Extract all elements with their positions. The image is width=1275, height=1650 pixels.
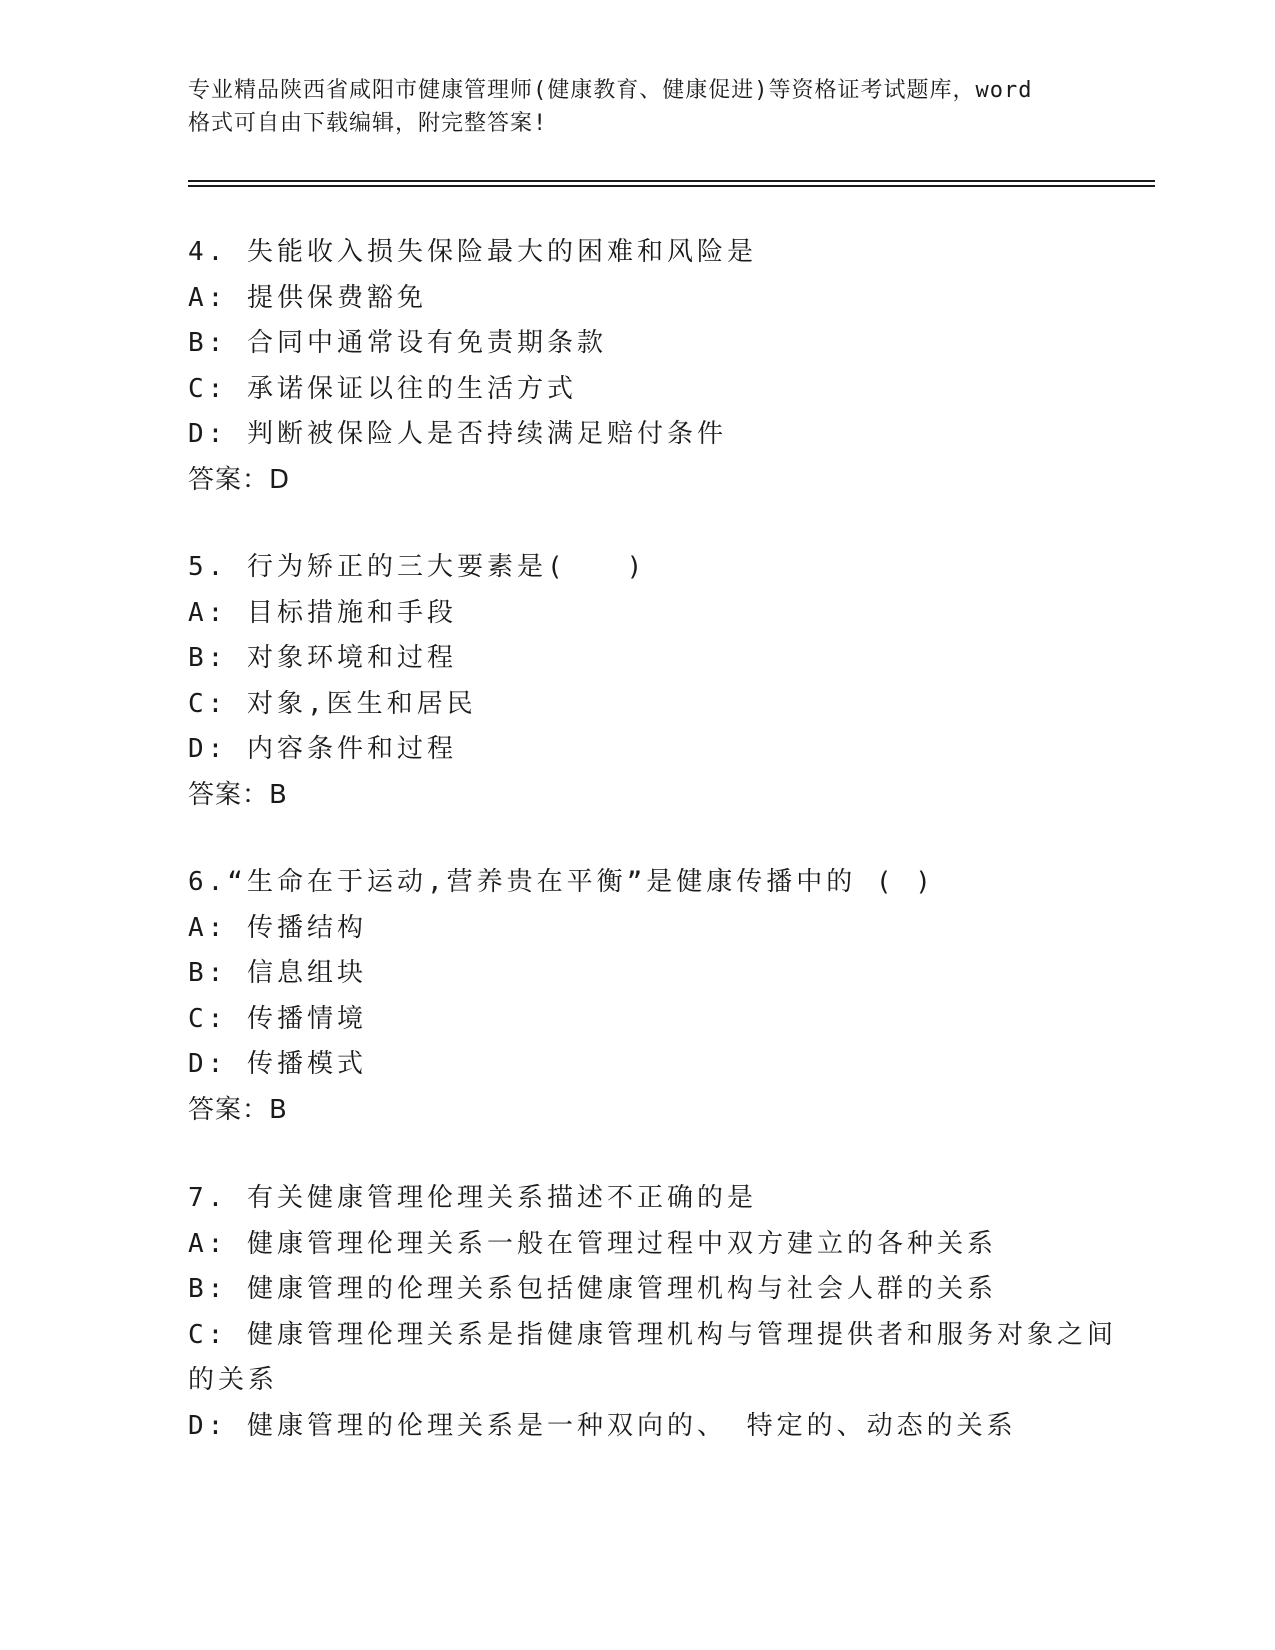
question-stem: 5. 行为矫正的三大要素是( ) — [188, 552, 647, 582]
document-header — [188, 74, 1088, 140]
answer-line: 答案：B — [188, 1094, 288, 1125]
option-a: A: 提供保费豁免 — [188, 282, 427, 313]
question-7 — [188, 1176, 1117, 1449]
option-c-continuation: 的关系 — [188, 1365, 279, 1395]
option-a: A: 健康管理伦理关系一般在管理过程中双方建立的各种关系 — [188, 1228, 997, 1259]
option-b: B: 健康管理的伦理关系包括健康管理机构与社会人群的关系 — [188, 1274, 997, 1304]
header-divider-top — [188, 180, 1155, 182]
question-stem: 4. 失能收入损失保险最大的困难和风险是 — [188, 237, 757, 267]
option-a: A: 目标措施和手段 — [188, 597, 457, 628]
answer-line: 答案：B — [188, 779, 288, 810]
option-b: B: 合同中通常设有免责期条款 — [188, 328, 607, 358]
option-b: B: 对象环境和过程 — [188, 643, 457, 673]
question-6 — [188, 860, 1088, 1133]
header-divider-bottom — [188, 185, 1155, 187]
question-stem: 7. 有关健康管理伦理关系描述不正确的是 — [188, 1183, 757, 1213]
header-line-1: 专业精品陕西省咸阳市健康管理师(健康教育、健康促进)等资格证考试题库，word — [188, 78, 1033, 103]
option-d: D: 健康管理的伦理关系是一种双向的、 特定的、动态的关系 — [188, 1410, 1017, 1441]
option-c: C: 对象,医生和居民 — [188, 688, 477, 719]
option-d: D: 内容条件和过程 — [188, 734, 457, 764]
question-stem: 6.“生命在于运动,营养贵在平衡”是健康传播中的 ( ) — [188, 867, 935, 897]
question-4 — [188, 230, 1088, 503]
option-c: C: 承诺保证以往的生活方式 — [188, 373, 577, 404]
question-5 — [188, 545, 1088, 818]
option-b: B: 信息组块 — [188, 958, 367, 988]
option-a: A: 传播结构 — [188, 912, 367, 943]
answer-line: 答案：D — [188, 464, 291, 495]
option-c: C: 传播情境 — [188, 1003, 367, 1034]
option-d: D: 传播模式 — [188, 1049, 367, 1079]
header-line-2: 格式可自由下载编辑，附完整答案! — [188, 111, 548, 136]
option-c: C: 健康管理伦理关系是指健康管理机构与管理提供者和服务对象之间 — [188, 1319, 1117, 1350]
option-d: D: 判断被保险人是否持续满足赔付条件 — [188, 419, 727, 449]
